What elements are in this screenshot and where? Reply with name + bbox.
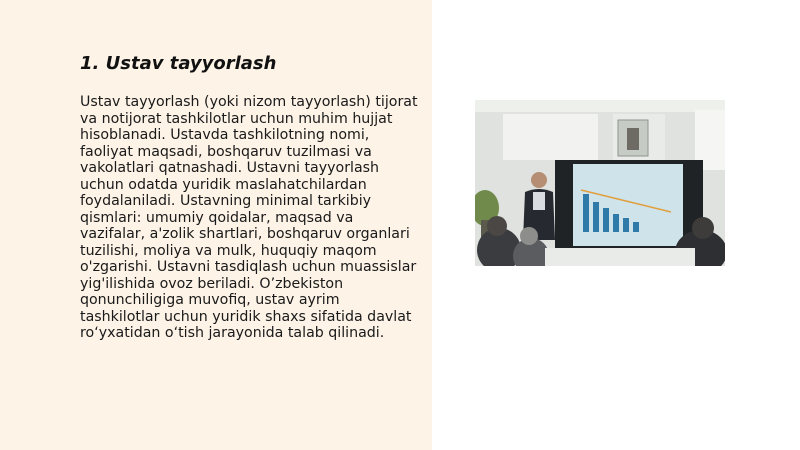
slide-body-text: Ustav tayyorlash (yoki nizom tayyorlash) tijorat va notijorat tashkilotlar uchun muhim hujjat hisoblanadi. Ustavda tashkilotning nomi, faoliyat maqsadi, boshqaruv tuzilmasi va vakolatlari qatnashadi. Ustavni tayyorlash uchun odatda yuridik maslahatchilardan foydalaniladi. Ustavning minimal tarkibiy qismlari: umumiy qoidalar, maqsad va vazifalar, a'zolik shartlari, boshqaruv organlari tuzilishi, moliya va mulk, huquqiy maqom o'zgarishi. Ustavni tasdiqlash uchun muassislar yig'ilishida ovoz beriladi. O’zbekiston qonunchiligiga muvofiq, ustav ayrim tashkilotlar uchun yuridik shaxs sifatida davlat ro‘yxatidan o‘tish jarayonida talab qilinadi.: [80, 94, 418, 341]
slide-heading: 1. Ustav tayyorlash: [80, 53, 277, 74]
presentation-photo: [475, 100, 725, 266]
